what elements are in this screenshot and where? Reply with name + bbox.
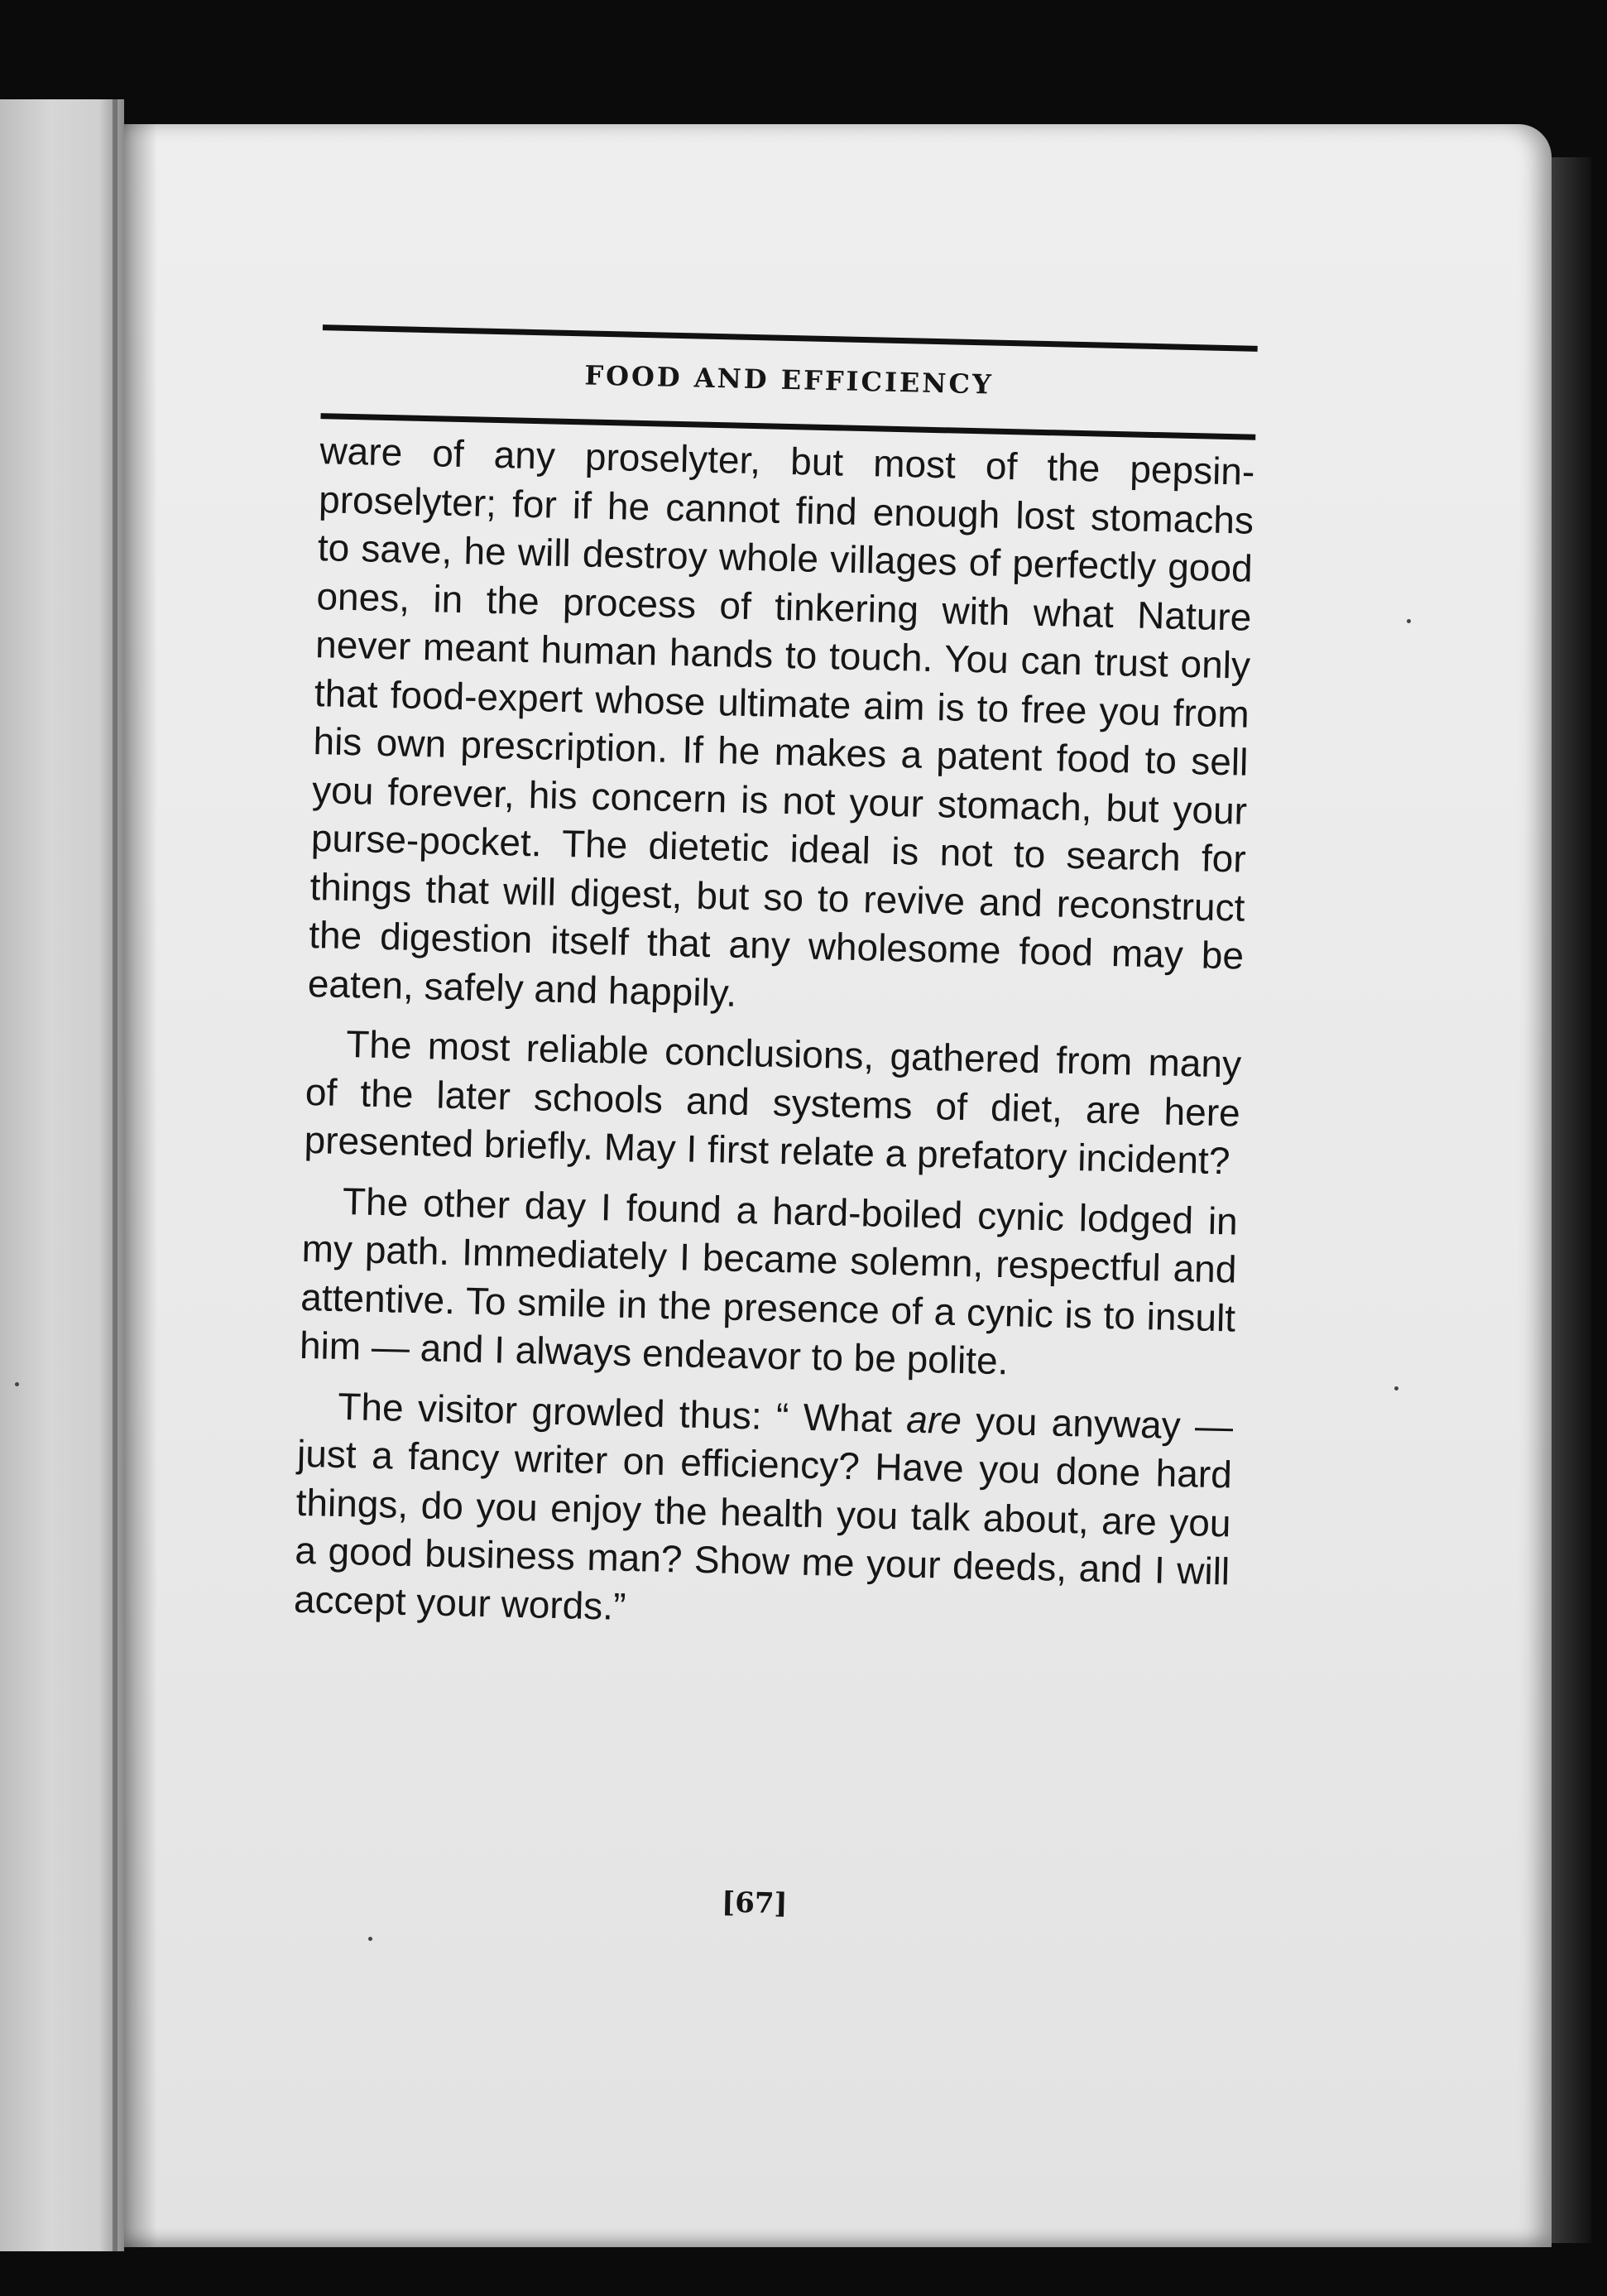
emphasized-word: are	[905, 1397, 962, 1442]
dust-speck	[15, 1382, 19, 1386]
running-head: FOOD AND EFFICIENCY	[584, 359, 995, 401]
paragraph-text: The visitor growled thus: “ What	[337, 1384, 908, 1441]
spine-shadow	[124, 124, 157, 2247]
page-content	[286, 320, 1258, 1963]
page-number: [67]	[721, 1885, 789, 1921]
paragraph: The other day I found a hard-boiled cynic lodged in my path. Immediately I became solemn, respectful and attentive. To smile in the presence of a cynic is to insult him — and I always endeavor to be polite.	[299, 1179, 1239, 1383]
paragraph: The most reliable conclusions, gathered from many of the later schools and systems of diet, are here presented briefly. May I first relate a prefatory incident?	[304, 1022, 1242, 1183]
paragraph-text: you anyway — just a fancy writer on efficiency? Have you done hard things, do you enjoy the health you talk about, are you a good business man? Show me your deeds, and I will accept your words.”	[293, 1398, 1234, 1628]
dust-speck	[1394, 1386, 1398, 1391]
facing-page-edge	[0, 99, 124, 2251]
page-stack-edge	[1552, 157, 1591, 2243]
dust-speck	[1407, 619, 1411, 623]
paragraph	[293, 1381, 1233, 1644]
paragraph-continued: ware of any proselyter, but most of the pepsin-proselyter; for if he cannot find enough lost stomachs to save, he will destroy whole villages of perfectly good ones, in the process of tinkering with what Nature never meant human hands to touch. You can trust only that food-expert whose ultimate aim is to free you from his own prescription. If he makes a patent food to sell you forever, his concern is not your stomach, but your purse-pocket. The dietetic ideal is not to search for things that will digest, but so to revive and reconstruct the digestion itself that any wholesome food may be eaten, safely and happily.	[307, 429, 1255, 1015]
body-text	[293, 426, 1255, 1644]
